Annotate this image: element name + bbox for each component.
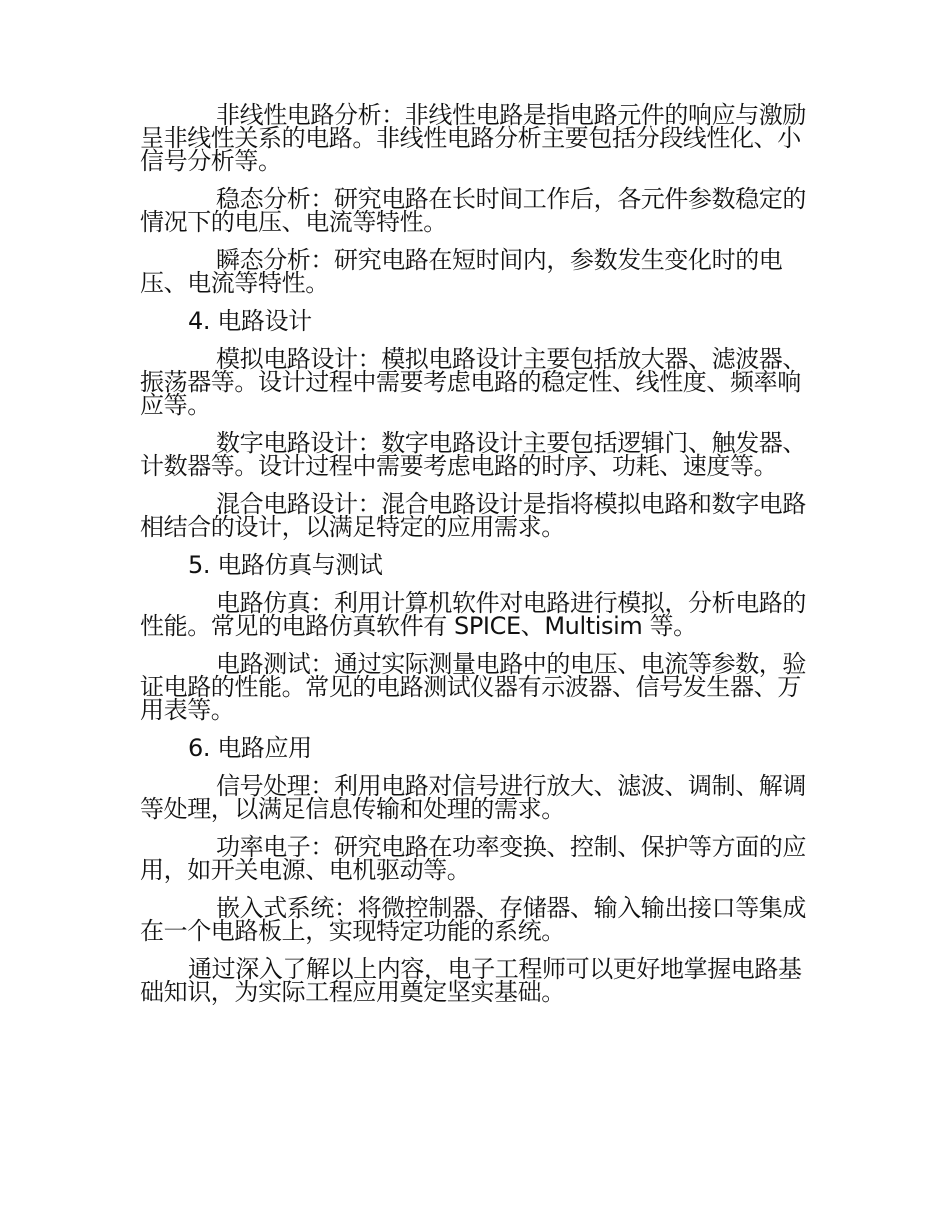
paragraph-analog-design: 模拟电路设计：模拟电路设计主要包括放大器、滤波器、振荡器等。设计过程中需要考虑电路的稳定性、线性度、频率响应等。	[140, 345, 806, 419]
paragraph-circuit-testing: 电路测试：通过实际测量电路中的电压、电流等参数，验证电路的性能。常见的电路测试仪器有示波器、信号发生器、万用表等。	[140, 650, 806, 724]
paragraph-embedded-systems: 嵌入式系统：将微控制器、存储器、输入输出接口等集成在一个电路板上，实现特定功能的系统。	[140, 894, 806, 945]
paragraph-circuit-simulation: 电路仿真：利用计算机软件对电路进行模拟，分析电路的性能。常见的电路仿真软件有 SPICE、Multisim 等。	[140, 589, 806, 640]
paragraph-mixed-design: 混合电路设计：混合电路设计是指将模拟电路和数字电路相结合的设计，以满足特定的应用需求。	[140, 490, 806, 541]
section-heading-simulation-testing: 5. 电路仿真与测试	[188, 551, 383, 579]
paragraph-steady-state-analysis: 稳态分析：研究电路在长时间工作后，各元件参数稳定的情况下的电压、电流等特性。	[140, 185, 806, 236]
paragraph-power-electronics: 功率电子：研究电路在功率变换、控制、保护等方面的应用，如开关电源、电机驱动等。	[140, 833, 806, 884]
section-heading-circuit-design: 4. 电路设计	[188, 307, 312, 335]
document-body	[140, 101, 812, 1006]
paragraph-transient-analysis: 瞬态分析：研究电路在短时间内，参数发生变化时的电压、电流等特性。	[140, 246, 783, 297]
section-heading-circuit-applications: 6. 电路应用	[188, 734, 312, 762]
paragraph-digital-design: 数字电路设计：数字电路设计主要包括逻辑门、触发器、计数器等。设计过程中需要考虑电路的时序、功耗、速度等。	[140, 429, 806, 480]
paragraph-nonlinear-analysis: 非线性电路分析：非线性电路是指电路元件的响应与激励呈非线性关系的电路。非线性电路分析主要包括分段线性化、小信号分析等。	[140, 101, 806, 175]
paragraph-conclusion: 通过深入了解以上内容，电子工程师可以更好地掌握电路基础知识，为实际工程应用奠定坚实基础。	[140, 955, 802, 1006]
paragraph-signal-processing: 信号处理：利用电路对信号进行放大、滤波、调制、解调等处理，以满足信息传输和处理的需求。	[140, 772, 806, 823]
